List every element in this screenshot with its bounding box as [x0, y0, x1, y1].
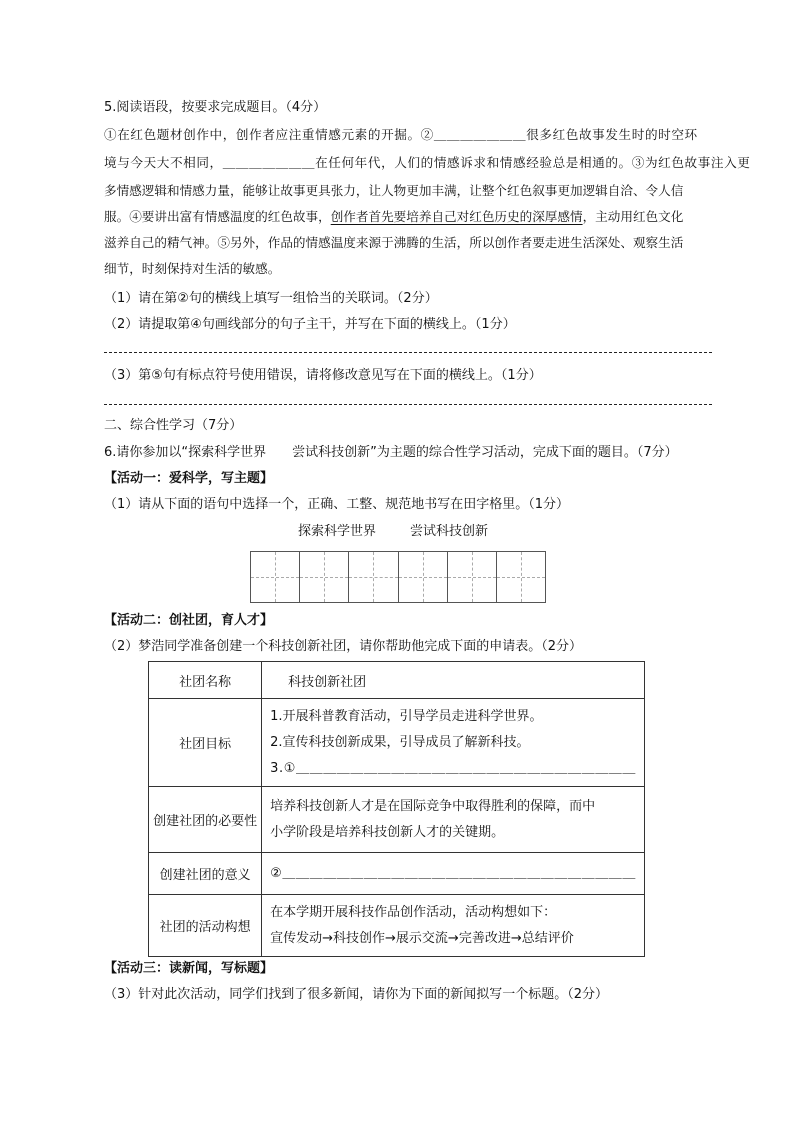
club-name-value: 科技创新社团	[288, 674, 367, 690]
q5-paragraph-line-3: 多情感逻辑和情感力量，能够让故事更具张力，让人物更加丰满，让整个红色叙事更加逻辑自洽、令人信	[104, 183, 684, 198]
section2-title: 二、综合性学习（7分）	[104, 418, 243, 433]
grid-cell[interactable]	[399, 552, 448, 602]
q5-paragraph-line-1: ①在红色题材创作中，创作者应注重情感元素的开掘。②＿＿＿＿＿＿＿很多红色故事发生时的时空环	[104, 127, 698, 142]
necessity-line-2: 小学阶段是培养科技创新人才的关键期。	[270, 824, 505, 840]
activity3-heading: 【活动三：读新闻，写标题】	[104, 961, 274, 976]
activity3-question: （3）针对此次活动，同学们找到了很多新闻，请你为下面的新闻拟写一个标题。（2分）	[104, 987, 609, 1002]
table-row	[149, 662, 645, 699]
answer-line-1[interactable]	[104, 352, 712, 353]
q6-title: 6.请你参加以“探索科学世界 尝试科技创新”为主题的综合性学习活动，完成下面的题目。（7分）	[104, 445, 678, 460]
phrase-option-2: 尝试科技创新	[410, 524, 489, 539]
table-row	[149, 853, 645, 895]
table-row	[149, 895, 645, 957]
row-value-significance	[262, 853, 645, 895]
q5-sub2: （2）请提取第④句画线部分的句子主干，并写在下面的横线上。（1分）	[104, 317, 516, 332]
answer-line-2[interactable]	[104, 404, 712, 405]
activity1-question: （1）请从下面的语句中选择一个，正确、工整、规范地书写在田字格里。（1分）	[104, 497, 570, 512]
row-label-significance: 创建社团的意义	[149, 853, 262, 895]
q5-sub3: （3）第⑤句有标点符号使用错误，请将修改意见写在下面的横线上。（1分）	[104, 368, 542, 383]
plan-line-2: 宣传发动→科技创作→展示交流→完善改进→总结评价	[270, 930, 574, 946]
activity2-question: （2）梦浩同学准备创建一个科技创新社团，请你帮助他完成下面的申请表。（2分）	[104, 639, 583, 654]
application-table	[148, 661, 645, 957]
q5-paragraph-line-4	[104, 207, 683, 227]
significance-blank[interactable]: ②＿＿＿＿＿＿＿＿＿＿＿＿＿＿＿＿＿＿＿＿＿＿＿＿＿＿	[270, 865, 636, 881]
q5-sub1: （1）请在第②句的横线上填写一组恰当的关联词。（2分）	[104, 291, 438, 306]
row-label-goals: 社团目标	[149, 699, 262, 787]
q5-paragraph-line-5: 滋养自己的精气神。⑤另外，作品的情感温度来源于沸腾的生活，所以创作者要走进生活深处、观察生活	[104, 235, 684, 250]
q5-paragraph-line-2: 境与今天大不相同，＿＿＿＿＿＿＿在任何年代，人们的情感诉求和情感经验总是相通的。③为红色故事注入更	[104, 155, 751, 170]
row-label-necessity: 创建社团的必要性	[149, 787, 262, 853]
grid-cell[interactable]	[448, 552, 497, 602]
table-row	[149, 787, 645, 853]
goal-line-1: 1.开展科普教育活动，引导学员走进科学世界。	[270, 708, 543, 724]
goal-line-2: 2.宣传科技创新成果，引导成员了解新科技。	[270, 734, 530, 750]
q5-title: 5.阅读语段，按要求完成题目。（4分）	[104, 100, 327, 115]
row-value-club-name	[262, 662, 645, 699]
grid-cell[interactable]	[300, 552, 349, 602]
table-row	[149, 699, 645, 787]
q5-line4-tail: ，主动用红色文化	[582, 209, 684, 224]
goal-line-3-blank[interactable]: 3.①＿＿＿＿＿＿＿＿＿＿＿＿＿＿＿＿＿＿＿＿＿＿＿＿＿	[270, 760, 636, 776]
phrase-option-1: 探索科学世界	[298, 524, 377, 539]
activity1-heading: 【活动一：爱科学，写主题】	[104, 471, 274, 486]
tianzi-grid[interactable]	[250, 551, 546, 603]
row-label-activity-plan: 社团的活动构想	[149, 895, 262, 957]
row-label-club-name: 社团名称	[149, 662, 262, 699]
q5-underlined-sentence: 创作者首先要培养自己对红色历史的深厚感情	[330, 209, 583, 224]
plan-line-1: 在本学期开展科技作品创作活动，活动构想如下：	[270, 904, 557, 920]
grid-cell[interactable]	[349, 552, 398, 602]
row-value-activity-plan	[262, 895, 645, 957]
activity2-heading: 【活动二：创社团，育人才】	[104, 613, 274, 628]
q5-line4-head: 服。④要讲出富有情感温度的红色故事，	[104, 209, 331, 224]
grid-cell[interactable]	[497, 552, 545, 602]
row-value-necessity	[262, 787, 645, 853]
row-value-goals	[262, 699, 645, 787]
q5-paragraph-line-6: 细节，时刻保持对生活的敏感。	[104, 261, 281, 276]
grid-cell[interactable]	[251, 552, 300, 602]
necessity-line-1: 培养科技创新人才是在国际竞争中取得胜利的保障，而中	[270, 798, 596, 814]
